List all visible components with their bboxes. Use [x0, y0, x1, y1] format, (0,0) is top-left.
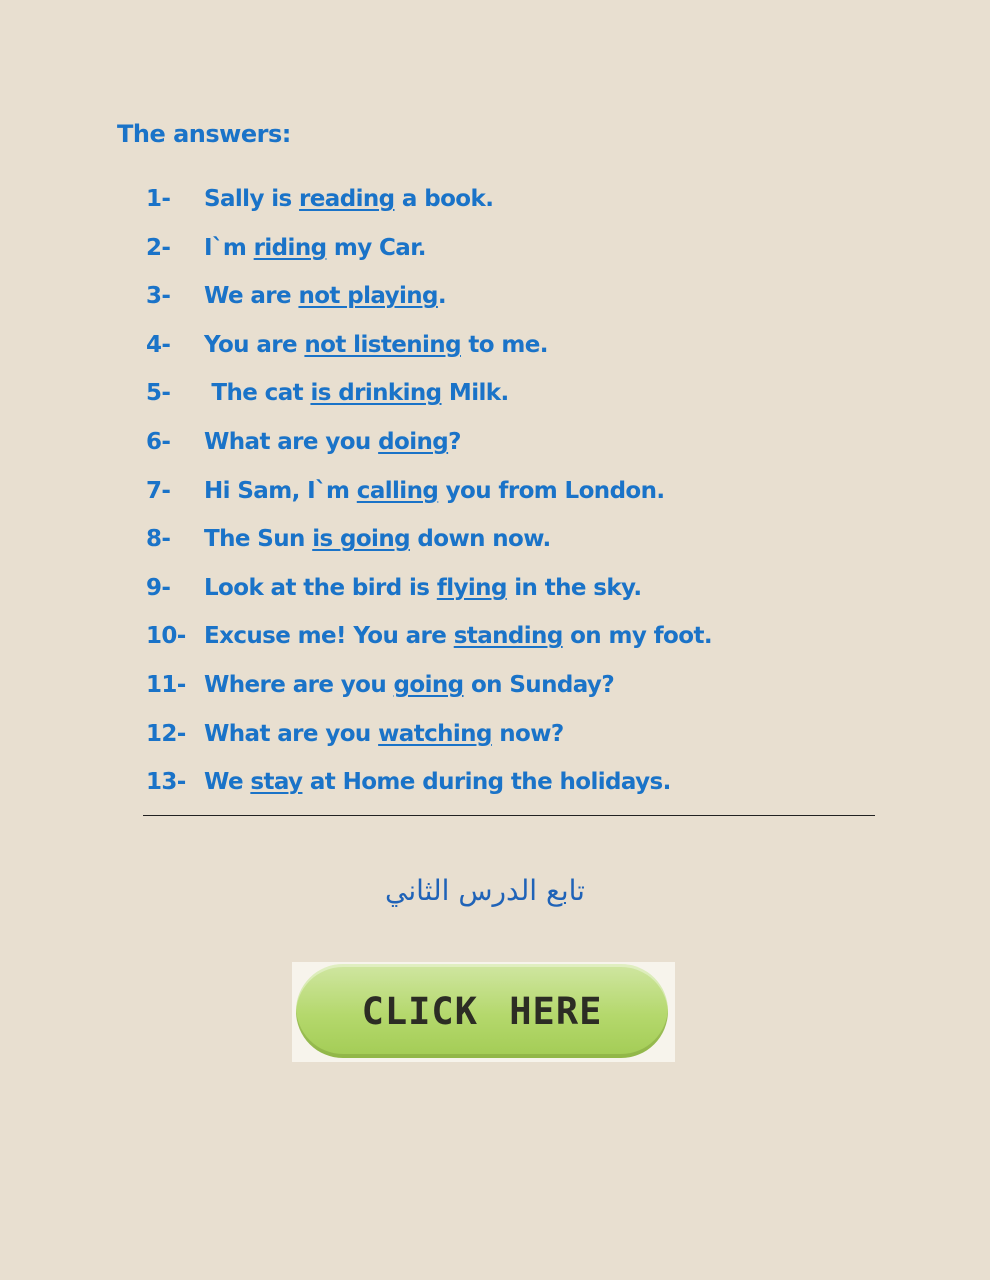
sentence-end: down now. [409, 526, 551, 553]
sentence-start: I`m [204, 234, 254, 261]
sentence-end: . [437, 283, 447, 310]
answer-sentence [204, 186, 493, 212]
sentence-start: Look at the bird is [204, 574, 437, 601]
answer-number: 12- [146, 720, 186, 747]
sentence-start: The cat [204, 380, 311, 407]
answer-sentence [204, 283, 446, 309]
answer-verb: watching [378, 720, 492, 747]
sentence-end: now? [491, 720, 564, 747]
sentence-end: Milk. [441, 380, 509, 407]
answer-verb: doing [378, 428, 449, 455]
click-here-button[interactable] [292, 962, 675, 1062]
answer-verb: not listening [304, 331, 461, 358]
click-here-label: CLICK HERE [361, 989, 603, 1033]
sentence-start: We are [204, 283, 299, 310]
sentence-end: my Car. [326, 234, 426, 261]
sentence-end: on my foot. [562, 623, 712, 650]
sentence-end: on Sunday? [463, 671, 615, 698]
answer-sentence [204, 721, 564, 747]
sentence-end: to me. [460, 331, 548, 358]
answer-number: 3- [146, 283, 171, 310]
answer-number: 10- [146, 623, 186, 650]
answer-sentence [204, 672, 614, 698]
answer-number: 13- [146, 769, 186, 796]
sentence-start: Hi Sam, I`m [204, 477, 357, 504]
answer-sentence [204, 478, 665, 504]
divider-line [143, 815, 875, 816]
answer-verb: flying [436, 574, 507, 601]
answer-sentence [204, 332, 548, 358]
answer-sentence [204, 575, 641, 601]
answer-number: 5- [146, 380, 171, 407]
answer-number: 9- [146, 574, 171, 601]
answer-number: 8- [146, 526, 171, 553]
sentence-end: a book. [394, 186, 494, 212]
answer-verb: going [393, 671, 464, 698]
answer-verb: standing [453, 623, 563, 650]
answer-verb: calling [356, 477, 439, 504]
answer-number: 11- [146, 671, 186, 698]
sentence-start: Excuse me! You are [204, 623, 454, 650]
answer-verb: is drinking [310, 380, 442, 407]
answer-sentence [204, 429, 461, 455]
sentence-start: Where are you [204, 671, 394, 698]
sentence-end: at Home during the holidays. [302, 769, 671, 796]
sentence-start: The Sun [204, 526, 313, 553]
sentence-start: What are you [204, 720, 379, 747]
answer-sentence [204, 380, 509, 406]
answer-number: 7- [146, 477, 171, 504]
sentence-start: You are [204, 331, 305, 358]
answer-number: 2- [146, 234, 171, 261]
answer-sentence [204, 235, 426, 261]
answer-verb: riding [253, 234, 327, 261]
next-lesson-link[interactable]: تابع الدرس الثاني [385, 874, 585, 907]
sentence-start: What are you [204, 428, 379, 455]
answer-verb: stay [250, 769, 303, 796]
sentence-start: Sally is [204, 186, 300, 212]
sentence-start: We [204, 769, 251, 796]
answer-sentence [204, 769, 671, 795]
answer-verb: reading [299, 186, 395, 212]
answer-sentence [204, 526, 551, 552]
answer-number: 1- [146, 186, 171, 212]
answers-heading: The answers: [117, 120, 291, 148]
answer-sentence [204, 623, 712, 649]
answer-verb: not playing [298, 283, 438, 310]
answer-number: 4- [146, 331, 171, 358]
sentence-end: you from London. [438, 477, 665, 504]
sentence-end: in the sky. [506, 574, 642, 601]
sentence-end: ? [448, 428, 461, 455]
answer-number: 6- [146, 428, 171, 455]
button-pill [296, 964, 668, 1058]
answer-verb: is going [312, 526, 410, 553]
